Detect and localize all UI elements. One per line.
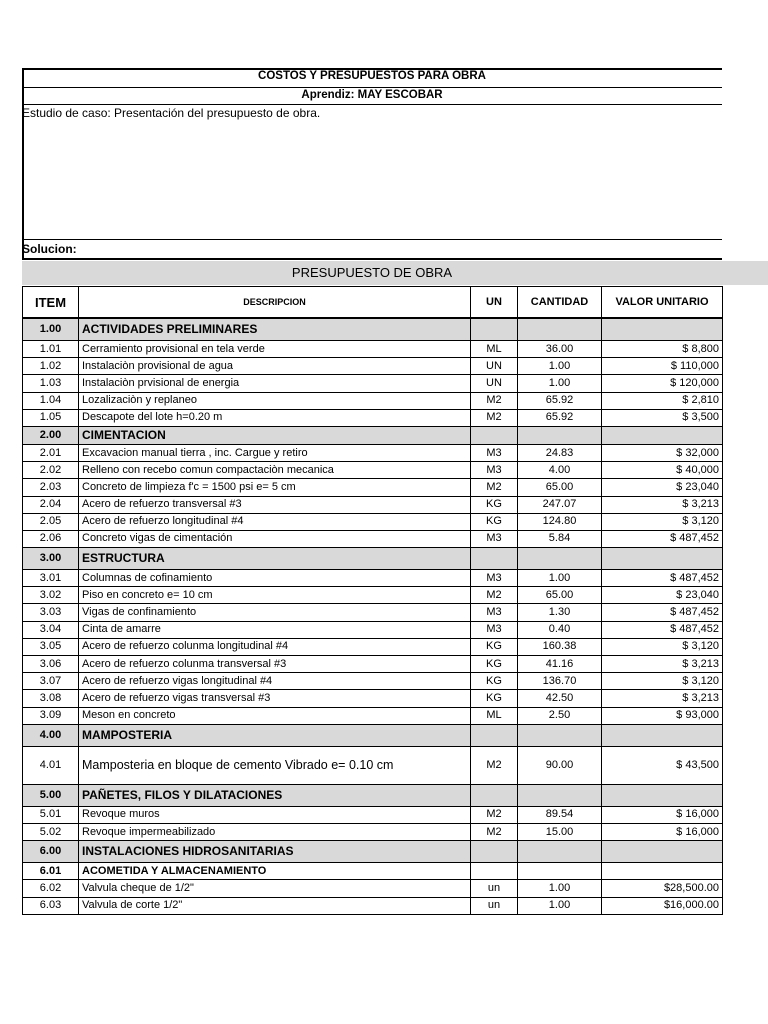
item-unit: M2 [471,587,518,604]
item-unit-value: $ 487,452 [602,530,723,547]
item-unit: M2 [471,806,518,823]
header-description: DESCRIPCION [79,287,471,319]
item-quantity: 160.38 [518,638,602,655]
item-description: Acero de refuerzo vigas longitudinal #4 [79,673,471,690]
item-unit-value: $ 487,452 [602,604,723,621]
item-unit-value: $ 16,000 [602,823,723,840]
divider [22,258,722,260]
item-number: 2.05 [23,513,79,530]
item-quantity: 1.00 [518,570,602,587]
section-number: 2.00 [23,426,79,444]
item-unit-value: $ 3,213 [602,656,723,673]
item-unit: UN [471,375,518,392]
item-description: Instalaciòn provisional de agua [79,358,471,375]
section-row [23,318,723,341]
table-row [23,823,723,840]
item-quantity: 124.80 [518,513,602,530]
item-quantity [518,863,602,880]
item-description: Acero de refuerzo colunma transversal #3 [79,656,471,673]
item-number: 2.02 [23,462,79,479]
item-quantity: 65.00 [518,479,602,496]
item-description: Meson en concreto [79,707,471,724]
section-cell [471,841,518,863]
table-row [23,392,723,409]
item-description: Relleno con recebo comun compactaciòn mecanica [79,462,471,479]
item-unit-value: $ 3,213 [602,496,723,513]
item-description: Vigas de confinamiento [79,604,471,621]
item-number: 1.02 [23,358,79,375]
item-quantity: 90.00 [518,746,602,784]
item-quantity: 24.83 [518,444,602,461]
item-unit: ML [471,341,518,358]
item-unit: M3 [471,621,518,638]
header-item: ITEM [23,287,79,319]
item-quantity: 65.92 [518,409,602,426]
item-unit: M2 [471,746,518,784]
section-cell [602,426,723,444]
item-number: 3.03 [23,604,79,621]
item-quantity: 15.00 [518,823,602,840]
item-unit: M3 [471,570,518,587]
section-number: 6.00 [23,841,79,863]
section-name: ACTIVIDADES PRELIMINARES [79,318,471,341]
section-cell [518,784,602,806]
item-unit: M2 [471,479,518,496]
item-quantity: 36.00 [518,341,602,358]
item-quantity: 1.30 [518,604,602,621]
table-row [23,530,723,547]
item-number: 3.02 [23,587,79,604]
item-description: Acero de refuerzo colunma longitudinal #4 [79,638,471,655]
item-description: Cinta de amarre [79,621,471,638]
item-unit: M2 [471,823,518,840]
item-number: 6.01 [23,863,79,880]
section-cell [602,318,723,341]
item-unit-value: $ 3,120 [602,673,723,690]
section-cell [602,841,723,863]
section-cell [518,548,602,570]
item-unit-value: $ 487,452 [602,570,723,587]
item-description: Instalaciòn prvisional de energia [79,375,471,392]
item-quantity: 1.00 [518,897,602,914]
item-number: 4.01 [23,746,79,784]
item-quantity: 0.40 [518,621,602,638]
table-row [23,409,723,426]
divider [22,239,722,240]
item-description: Acero de refuerzo vigas transversal #3 [79,690,471,707]
item-quantity: 2.50 [518,707,602,724]
item-description: Lozalizaciòn y replaneo [79,392,471,409]
table-row [23,707,723,724]
section-cell [518,318,602,341]
item-number: 2.04 [23,496,79,513]
table-row [23,673,723,690]
item-number: 5.02 [23,823,79,840]
item-number: 6.02 [23,880,79,897]
table-row [23,341,723,358]
table-row [23,513,723,530]
section-name: INSTALACIONES HIDROSANITARIAS [79,841,471,863]
item-description: Acero de refuerzo transversal #3 [79,496,471,513]
item-unit: KG [471,656,518,673]
table-row [23,897,723,914]
table-row [23,621,723,638]
header-unit-value: VALOR UNITARIO [602,287,723,319]
table-row [23,444,723,461]
item-number: 3.06 [23,656,79,673]
item-number: 1.04 [23,392,79,409]
item-quantity: 1.00 [518,880,602,897]
table-row [23,462,723,479]
table-row [23,496,723,513]
item-number: 2.01 [23,444,79,461]
section-name: PAÑETES, FILOS Y DILATACIONES [79,784,471,806]
item-unit-value: $ 3,120 [602,638,723,655]
item-unit: M3 [471,604,518,621]
item-description: Valvula de corte 1/2" [79,897,471,914]
item-number: 3.01 [23,570,79,587]
item-number: 3.07 [23,673,79,690]
item-unit-value: $28,500.00 [602,880,723,897]
item-number: 3.08 [23,690,79,707]
item-unit: M2 [471,409,518,426]
table-row [23,604,723,621]
section-cell [471,426,518,444]
item-unit-value: $ 32,000 [602,444,723,461]
item-description: Piso en concreto e= 10 cm [79,587,471,604]
item-quantity: 65.00 [518,587,602,604]
item-unit: KG [471,638,518,655]
item-unit-value: $ 3,120 [602,513,723,530]
section-name: ESTRUCTURA [79,548,471,570]
section-row [23,784,723,806]
item-unit-value: $ 3,213 [602,690,723,707]
header-unit: UN [471,287,518,319]
item-unit-value: $ 120,000 [602,375,723,392]
item-unit: KG [471,673,518,690]
item-unit-value: $ 40,000 [602,462,723,479]
item-description: Columnas de cofinamiento [79,570,471,587]
document-title: COSTOS Y PRESUPUESTOS PARA OBRA [258,70,486,82]
item-unit: M3 [471,530,518,547]
item-number: 3.05 [23,638,79,655]
item-quantity: 247.07 [518,496,602,513]
item-number: 1.03 [23,375,79,392]
item-number: 5.01 [23,806,79,823]
item-unit [471,863,518,880]
table-header-row [23,287,723,319]
item-unit-value: $ 8,800 [602,341,723,358]
item-number: 1.05 [23,409,79,426]
item-unit: KG [471,690,518,707]
item-unit-value: $ 16,000 [602,806,723,823]
item-unit-value: $ 23,040 [602,479,723,496]
budget-title: PRESUPUESTO DE OBRA [291,265,453,280]
table-row [23,746,723,784]
section-row [23,841,723,863]
item-unit-value: $ 93,000 [602,707,723,724]
table-row [23,479,723,496]
divider [22,87,722,88]
item-unit: un [471,897,518,914]
table-row [23,656,723,673]
item-unit-value [602,863,723,880]
left-border [22,68,24,258]
section-cell [471,548,518,570]
section-number: 1.00 [23,318,79,341]
divider [22,104,722,105]
item-quantity: 4.00 [518,462,602,479]
item-unit-value: $ 3,500 [602,409,723,426]
section-cell [471,318,518,341]
item-unit: KG [471,496,518,513]
item-description: Descapote del lote h=0.20 m [79,409,471,426]
table-row [23,690,723,707]
section-cell [471,724,518,746]
solution-label: Solucion: [22,242,77,256]
item-unit: un [471,880,518,897]
item-description: ACOMETIDA Y ALMACENAMIENTO [79,863,471,880]
table-row [23,806,723,823]
item-unit: ML [471,707,518,724]
budget-table [22,286,723,915]
table-row [23,587,723,604]
item-description: Concreto vigas de cimentación [79,530,471,547]
header-quantity: CANTIDAD [518,287,602,319]
item-unit: KG [471,513,518,530]
item-description: Cerramiento provisional en tela verde [79,341,471,358]
item-unit-value: $ 487,452 [602,621,723,638]
case-study-text: Estudio de caso: Presentación del presupuesto de obra. [22,106,321,120]
author-line: Aprendiz: MAY ESCOBAR [301,89,443,101]
section-number: 3.00 [23,548,79,570]
item-unit-value: $ 43,500 [602,746,723,784]
section-cell [518,426,602,444]
section-cell [602,724,723,746]
table-row [23,375,723,392]
item-number: 2.03 [23,479,79,496]
item-quantity: 1.00 [518,375,602,392]
item-unit-value: $ 23,040 [602,587,723,604]
item-quantity: 1.00 [518,358,602,375]
item-description: Excavacion manual tierra , inc. Cargue y retiro [79,444,471,461]
item-number: 3.09 [23,707,79,724]
section-number: 5.00 [23,784,79,806]
section-row [23,724,723,746]
item-quantity: 42.50 [518,690,602,707]
section-cell [518,724,602,746]
item-unit-value: $16,000.00 [602,897,723,914]
item-unit-value: $ 2,810 [602,392,723,409]
item-quantity: 41.16 [518,656,602,673]
item-description: Valvula cheque de 1/2" [79,880,471,897]
item-quantity: 89.54 [518,806,602,823]
item-number: 6.03 [23,897,79,914]
section-cell [602,548,723,570]
section-cell [602,784,723,806]
section-row [23,548,723,570]
item-description: Revoque muros [79,806,471,823]
item-number: 2.06 [23,530,79,547]
table-row [23,358,723,375]
item-unit: M2 [471,392,518,409]
item-quantity: 5.84 [518,530,602,547]
section-number: 4.00 [23,724,79,746]
item-number: 3.04 [23,621,79,638]
section-row [23,426,723,444]
section-cell [518,841,602,863]
section-name: MAMPOSTERIA [79,724,471,746]
section-cell [471,784,518,806]
table-row [23,880,723,897]
item-unit: UN [471,358,518,375]
section-name: CIMENTACION [79,426,471,444]
item-unit-value: $ 110,000 [602,358,723,375]
item-unit: M3 [471,462,518,479]
table-row [23,570,723,587]
item-description: Acero de refuerzo longitudinal #4 [79,513,471,530]
item-description: Mamposteria en bloque de cemento Vibrado e= 0.10 cm [79,746,471,784]
item-description: Concreto de limpieza f'c = 1500 psi e= 5 cm [79,479,471,496]
item-number: 1.01 [23,341,79,358]
item-description: Revoque impermeabilizado [79,823,471,840]
item-quantity: 136.70 [518,673,602,690]
item-unit: M3 [471,444,518,461]
table-row [23,638,723,655]
table-row [23,863,723,880]
item-quantity: 65.92 [518,392,602,409]
